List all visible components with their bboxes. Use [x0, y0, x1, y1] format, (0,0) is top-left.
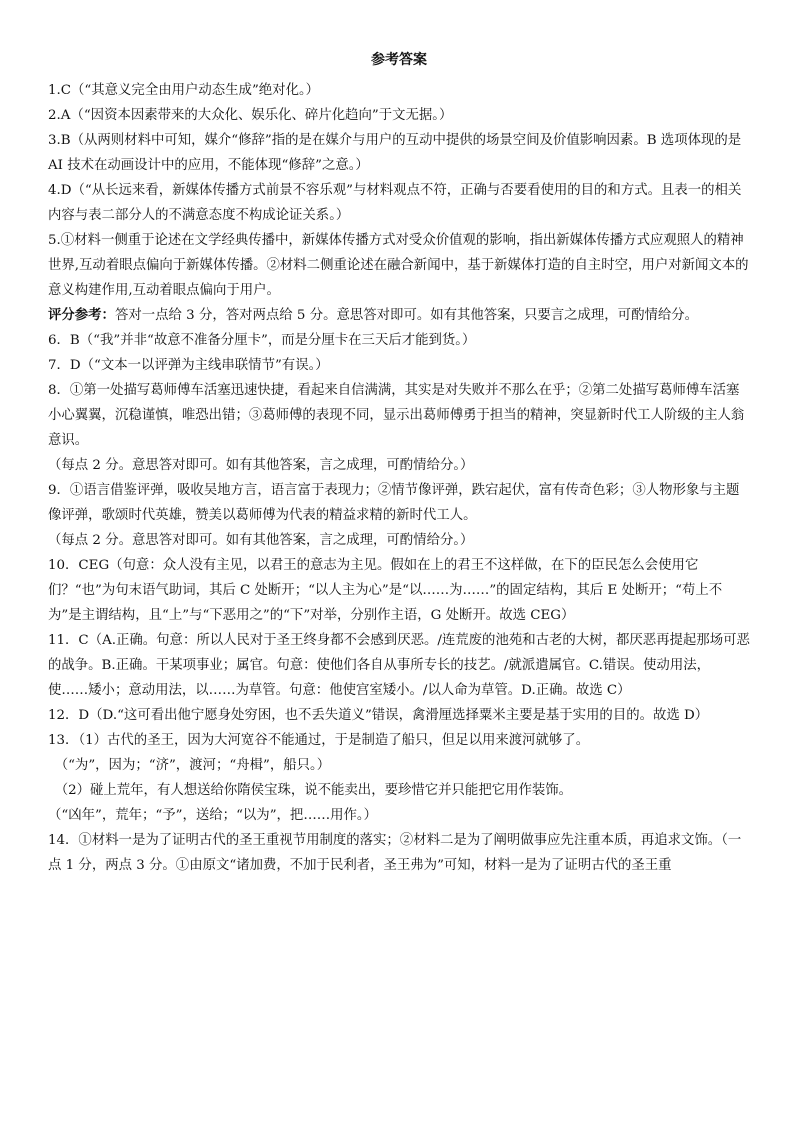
answer-1: 1.C（“其意义完全由用户动态生成”绝对化。）: [48, 83, 320, 98]
answer-8-note: （每点 2 分。意思答对即可。如有其他答案，言之成理，可酌情给分。）: [48, 458, 474, 473]
answer-10: 10．CEG（句意：众人没有主见，以君王的意志为主见。假如在上的君王不这样做，在下的臣民怎么会使用它们？“也”为句末语气助词，其后 C 处断开；“以人主为心”是“以……为……”的固定结构，其后 E 处断开；“苟上不为”是主谓结构，且“上”与“下恶用之”的“下”对举，分别作主语，G 处断开。故选 CEG）: [48, 558, 723, 623]
answer-9: 9．①语言借鉴评弹，吸收吴地方言，语言富于表现力；②情节像评弹，跌宕起伏，富有传奇色彩；③人物形象与主题像评弹，歌颂时代英雄，赞美以葛师傅为代表的精益求精的新时代工人。: [48, 483, 740, 523]
scoring-note-text: 答对一点给 3 分，答对两点给 5 分。意思答对即可。如有其他答案，只要言之成理，可酌情给分。: [114, 308, 699, 323]
scoring-note: [48, 303, 750, 328]
answer-12: 12．D（D.“这可看出他宁愿身处穷困，也不丢失道义”错误，禽滑厘选择粟米主要是基于实用的目的。故选 D）: [48, 708, 709, 723]
answer-4: 4.D（“从长远来看，新媒体传播方式前景不容乐观”与材料观点不符，正确与否要看使用的目的和方式。且表一的相关内容与表二部分人的不满意态度不构成论证关系。）: [48, 183, 742, 223]
answer-13-2: （2）碰上荒年，有人想送给你隋侯宝珠，说不能卖出，要珍惜它并只能把它用作装饰。: [48, 783, 573, 798]
answer-8: 8．①第一处描写葛师傅车活塞迅速快捷，看起来自信满满，其实是对失败并不那么在乎；②第二处描写葛师傅车活塞小心翼翼，沉稳谨慎，唯恐出错；③葛师傅的表现不同，显示出葛师傅勇于担当的精神，突显新时代工人阶级的主人翁意识。: [48, 383, 745, 448]
answer-9-note: （每点 2 分。意思答对即可。如有其他答案，言之成理，可酌情给分。）: [48, 533, 474, 548]
answer-14: 14．①材料一是为了证明古代的圣王重视节用制度的落实；②材料二是为了阐明做事应先注重本质，再追求文饰。（一点 1 分，两点 3 分。①由原文“诸加费，不加于民利者，圣王弗为”可知，材料一是为了证明古代的圣王重: [48, 833, 742, 873]
answer-7: 7．D（“文本一以评弹为主线串联情节”有误。）: [48, 358, 329, 373]
answer-6: 6．B（“我”并非“故意不准备分厘卡”，而是分厘卡在三天后才能到货。）: [48, 333, 476, 348]
scoring-note-label: 评分参考：: [48, 307, 115, 323]
answer-5: 5.①材料一侧重于论述在文学经典传播中，新媒体传播方式对受众价值观的影响，指出新媒体传播方式应观照人的精神世界,互动着眼点偏向于新媒体传播。②材料二侧重论述在融合新闻中，基于新媒体打造的自主时空，用户对新闻文本的意义构建作用,互动着眼点偏向于用户。: [48, 233, 749, 298]
answer-13-1-note: （“为”，因为；“济”，渡河；“舟楫”，船只。）: [48, 758, 331, 773]
answer-13-1: 13．（1）古代的圣王，因为大河宽谷不能通过，于是制造了船只，但足以用来渡河就够了。: [48, 733, 590, 748]
answer-11: 11．C（A.正确。句意：所以人民对于圣王终身都不会感到厌恶。/连荒废的池苑和古老的大树，都厌恶再提起那场可恶的战争。B.正确。干某项事业；属官。句意：使他们各自从事所专长的技艺。/就派遣属官。C.错误。使动用法，使……矮小；意动用法，以……为草管。句意：他使宫室矮小。/以人命为草管。D.正确。故选 C）: [48, 633, 750, 698]
answer-13-2-note: （“凶年”，荒年；“予”，送给；“以为”，把……用作。）: [48, 808, 377, 823]
page-title: 参考答案: [371, 52, 427, 68]
answer-3: 3.B（从两则材料中可知，媒介“修辞”指的是在媒介与用户的互动中提供的场景空间及价值影响因素。B 选项体现的是 AI 技术在动画设计中的应用，不能体现“修辞”之意。）: [48, 133, 746, 173]
answer-2: 2.A（“因资本因素带来的大众化、娱乐化、碎片化趋向”于文无据。）: [48, 108, 453, 123]
